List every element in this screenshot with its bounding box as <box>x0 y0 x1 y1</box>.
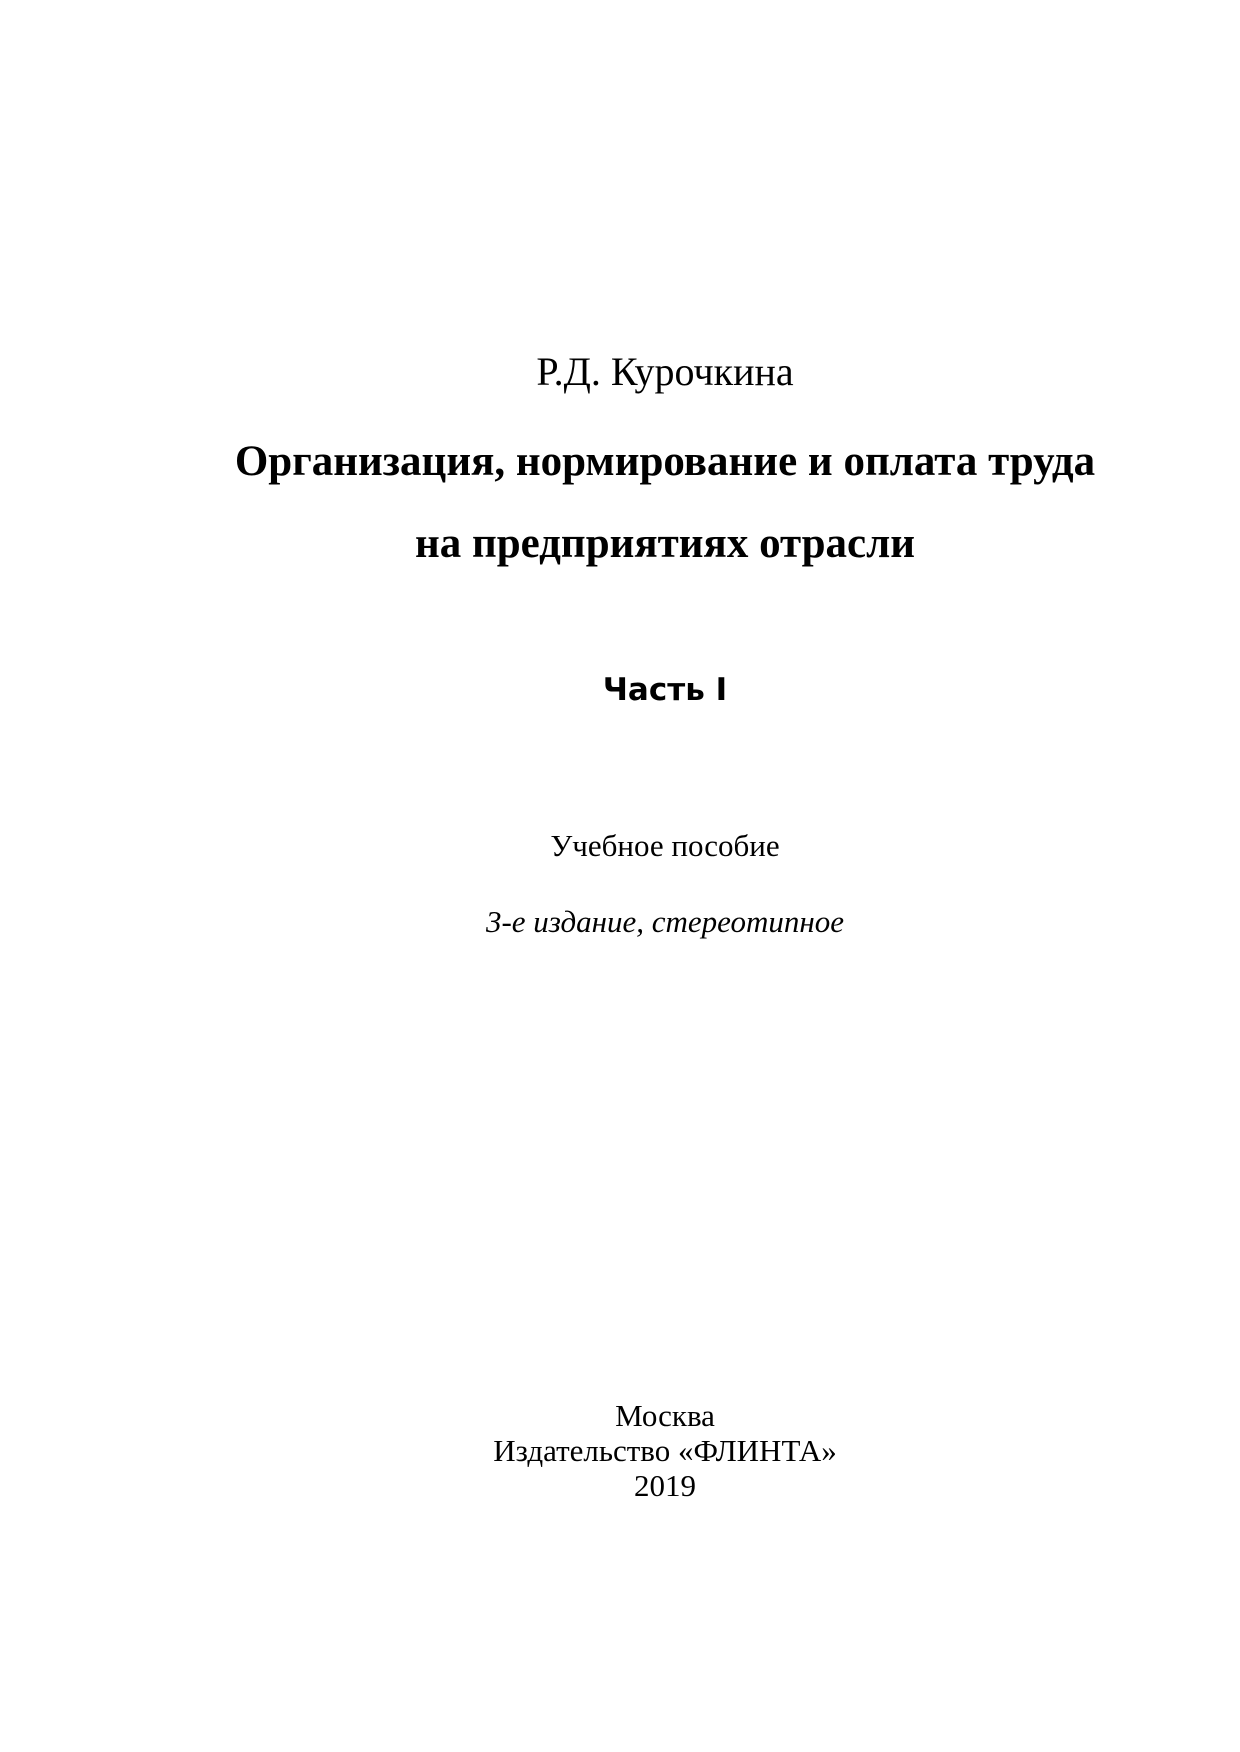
book-title-line-2: на предприятиях отрасли <box>414 520 916 567</box>
publication-city: Москва <box>615 1398 715 1433</box>
publisher-name: Издательство «ФЛИНТА» <box>493 1433 837 1468</box>
book-title-line-1: Организация, нормирование и оплата труда <box>234 438 1096 485</box>
part-number: Часть I <box>602 672 728 708</box>
publication-year: 2019 <box>634 1468 696 1503</box>
edition-note: 3-е издание, стереотипное <box>485 904 845 939</box>
publication-kind: Учебное пособие <box>550 828 780 863</box>
author-name: Р.Д. Курочкина <box>536 349 794 394</box>
